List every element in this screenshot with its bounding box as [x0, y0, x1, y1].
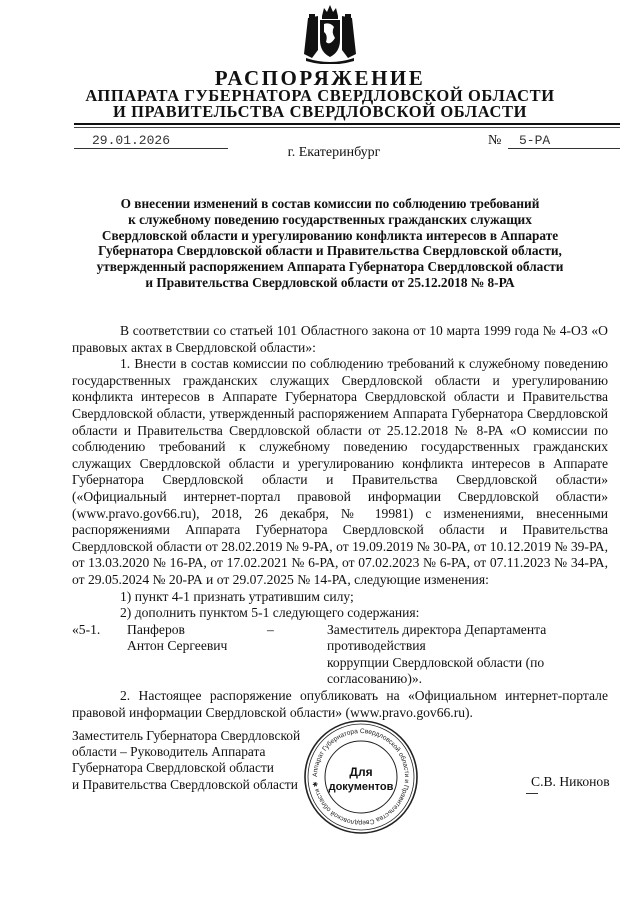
stamp-center-line2: документов — [328, 781, 394, 793]
signatory-position — [72, 728, 300, 793]
number-sign: № — [488, 133, 502, 148]
title-line: и Правительства Свердловской области от 25.12.2018 № 8-РА — [145, 274, 515, 290]
title-line: Свердловской области и урегулированию конфликта интересов в Аппарате — [101, 227, 559, 243]
coat-of-arms-icon — [300, 2, 360, 64]
city-label: г. Екатеринбург — [287, 145, 381, 160]
title-line: Губернатора Свердловской области и Правительства Свердловской области, — [98, 243, 562, 259]
document-date: 29.01.2026 — [92, 133, 171, 148]
title-line: к служебному поведению государственных гражданских служащих — [128, 211, 532, 227]
position-line: Губернатора Свердловской области — [72, 760, 274, 776]
signature-mark — [526, 793, 538, 794]
preamble-paragraph: В соответствии со статьей 101 Областного закона от 10 марта 1999 года № 4-ОЗ «О правовых актах в Свердловской области»: — [72, 323, 608, 355]
header-divider-thick — [74, 123, 620, 125]
position-line: и Правительства Свердловской области — [72, 776, 298, 792]
document-title — [90, 196, 570, 291]
issuer-heading-line1: АППАРАТА ГУБЕРНАТОРА СВЕРДЛОВСКОЙ ОБЛАСТИ — [85, 86, 555, 105]
member-given-names: Антон Сергеевич — [127, 638, 228, 654]
member-surname: Панферов — [127, 621, 185, 637]
stamp-ring-text: Аппарат Губернатора Свердловской области и Правительства Свердловской области ✱ — [311, 727, 411, 827]
member-role-line2: коррупции Свердловской области (по согласованию)». — [327, 654, 545, 687]
title-line: О внесении изменений в состав комиссии по соблюдению требований — [120, 196, 540, 211]
item-1-paragraph: 1. Внести в состав комиссии по соблюдению требований к служебному поведению государственных гражданских служащих Свердловской области и урегулированию конфликта интересов в Аппарате Губернатора Свердловской области и Правительства Свердловской области, утвержденный распоряжением Аппарата Губернатора Свердловской области и Правительства Свердловской области от 25.12.2018 № 8-РА «О комиссии по соблюдению требований к служебному поведению государственных гражданских служащих Свердловской области и урегулированию конфликта интересов в Аппарате Губернатора Свердловской области и Правительства Свердловской области» («Официальный интернет-портал правовой информации Свердловской области» (www.pravo.gov66.ru), 2018, 26 декабря, № 19981) с изменениями, внесенными распоряжениями Аппарата Губернатора Свердловской области и Правительства Свердловской области от 28.02.2019 № 9-РА, от 19.09.2019 № 30-РА, от 10.12.2019 № 39-РА, от 13.03.2020 № 16-РА, от 17.02.2021 № 6-РА, от 07.02.2023 № 6-РА, от 07.11.2023 № 34-РА, от 29.05.2024 № 20-РА и от 29.07.2025 № 14-РА, следующие изменения: — [72, 356, 608, 587]
member-role-line1: Заместитель директора Департамента противодействия — [327, 621, 547, 654]
sub-item-1: 1) пункт 4-1 признать утратившим силу; — [120, 588, 354, 604]
member-entry — [72, 622, 608, 688]
member-name — [127, 622, 267, 688]
position-line: области – Руководитель Аппарата — [72, 744, 266, 760]
item-2-paragraph: 2. Настоящее распоряжение опубликовать на «Официальном интернет-портале правовой информации Свердловской области» (www.pravo.gov66.ru). — [72, 688, 608, 720]
position-line: Заместитель Губернатора Свердловской — [72, 728, 301, 743]
issuer-heading-line2: И ПРАВИТЕЛЬСТВА СВЕРДЛОВСКОЙ ОБЛАСТИ — [112, 102, 528, 121]
member-dash: – — [267, 621, 274, 637]
signatory-name: С.В. Никонов — [531, 774, 610, 789]
document-number: 5-РА — [519, 133, 551, 148]
sub-item-2: 2) дополнить пунктом 5-1 следующего содержания: — [120, 605, 420, 621]
header-divider-thin — [74, 127, 620, 128]
official-stamp — [302, 718, 420, 836]
stamp-center-line1: Для — [349, 765, 373, 779]
title-line: утвержденный распоряжением Аппарата Губернатора Свердловской области — [96, 259, 564, 275]
number-underline — [508, 148, 620, 149]
document-body — [72, 323, 608, 721]
member-role — [327, 622, 608, 688]
member-number: «5-1. — [72, 621, 101, 637]
document-type-heading: РАСПОРЯЖЕНИЕ — [214, 66, 426, 90]
